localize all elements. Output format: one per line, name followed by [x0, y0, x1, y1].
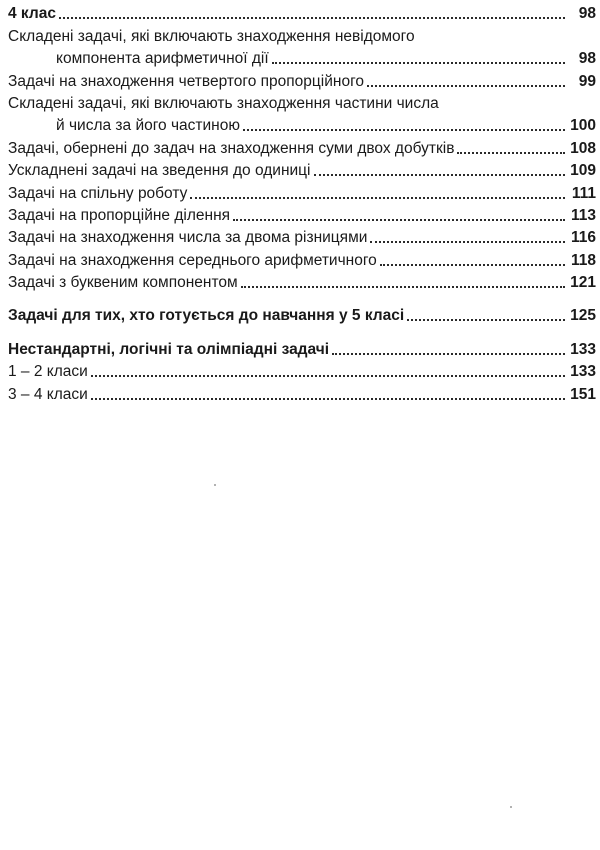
toc-entry-title: Задачі з буквеним компонентом — [8, 274, 238, 292]
paper-speck — [214, 484, 216, 486]
toc-entry-title: 1 – 2 класи — [8, 363, 88, 381]
toc-entry[interactable] — [8, 382, 596, 404]
toc-page-number: 99 — [578, 72, 596, 90]
dot-leader — [367, 84, 565, 87]
dot-leader — [457, 151, 565, 154]
toc-entry-title: 4 клас — [8, 5, 56, 23]
paper-speck — [510, 806, 512, 808]
dot-leader — [59, 16, 565, 19]
toc-page-number: 133 — [570, 340, 596, 358]
toc-entry-title-continued: й числа за його частиною — [56, 117, 240, 135]
toc-entry[interactable] — [8, 114, 596, 136]
toc-entry-title: 3 – 4 класи — [8, 385, 88, 403]
toc-entry-title: Задачі на знаходження середнього арифметичного — [8, 251, 377, 269]
toc-entry-title: Складені задачі, які включають знаходження невідомого — [8, 27, 415, 45]
toc-entry[interactable] — [8, 136, 596, 158]
dot-leader — [370, 240, 565, 243]
dot-leader — [91, 397, 565, 400]
toc-entry[interactable] — [8, 159, 596, 181]
toc-entry[interactable] — [8, 271, 596, 293]
toc-page-number: 98 — [578, 5, 596, 23]
toc-page-number: 125 — [570, 307, 596, 325]
toc-page-number: 98 — [578, 50, 596, 68]
toc-entry-title: Нестандартні, логічні та олімпіадні задачі — [8, 340, 330, 358]
toc-page-number: 121 — [570, 274, 596, 292]
dot-leader — [190, 196, 565, 199]
toc-entry-title: Задачі на пропорційне ділення — [8, 206, 231, 224]
section-gap — [8, 293, 596, 304]
toc-entry-title: Задачі на знаходження числа за двома різницями — [8, 229, 368, 247]
toc-entry[interactable] — [8, 69, 596, 91]
toc-entry-line[interactable] — [8, 24, 596, 46]
dot-leader — [380, 263, 565, 266]
toc-section-olympiad[interactable] — [8, 337, 596, 359]
toc-entry-line[interactable] — [8, 92, 596, 114]
dot-leader — [241, 285, 565, 288]
toc-entry-title-continued: компонента арифметичної дії — [56, 50, 269, 68]
toc-entry-title: Ускладнені задачі на зведення до одиниці — [8, 162, 311, 180]
toc-page-number: 109 — [570, 162, 596, 180]
toc-entry-title: Складені задачі, які включають знаходження частини числа — [8, 94, 439, 112]
toc-page-number: 118 — [570, 251, 596, 269]
toc-page-number: 116 — [570, 229, 596, 247]
toc-page-number: 111 — [571, 184, 596, 202]
dot-leader — [332, 352, 565, 355]
toc-page-number: 108 — [570, 139, 596, 157]
toc-entry[interactable] — [8, 181, 596, 203]
toc-entry[interactable] — [8, 47, 596, 69]
toc-page-number: 100 — [570, 117, 596, 135]
toc-entry[interactable] — [8, 248, 596, 270]
toc-entry[interactable] — [8, 226, 596, 248]
toc-entry-title: Задачі, обернені до задач на знаходження суми двох добутків — [8, 139, 455, 157]
dot-leader — [314, 173, 566, 176]
toc-section-grade4[interactable] — [8, 2, 596, 24]
dot-leader — [272, 61, 565, 64]
toc-page-number: 133 — [570, 363, 596, 381]
toc-entry[interactable] — [8, 204, 596, 226]
dot-leader — [243, 128, 565, 131]
toc-entry-title: Задачі на знаходження четвертого пропорційного — [8, 72, 365, 90]
toc-page-number: 151 — [570, 385, 596, 403]
dot-leader — [233, 218, 565, 221]
toc-page-number: 113 — [570, 206, 596, 224]
toc-section-grade5[interactable] — [8, 304, 596, 326]
dot-leader — [407, 318, 565, 321]
table-of-contents — [8, 2, 596, 405]
dot-leader — [91, 374, 565, 377]
toc-entry-title: Задачі для тих, хто готується до навчання у 5 класі — [8, 307, 405, 325]
toc-entry[interactable] — [8, 360, 596, 382]
toc-entry-title: Задачі на спільну роботу — [8, 184, 188, 202]
section-gap — [8, 326, 596, 337]
